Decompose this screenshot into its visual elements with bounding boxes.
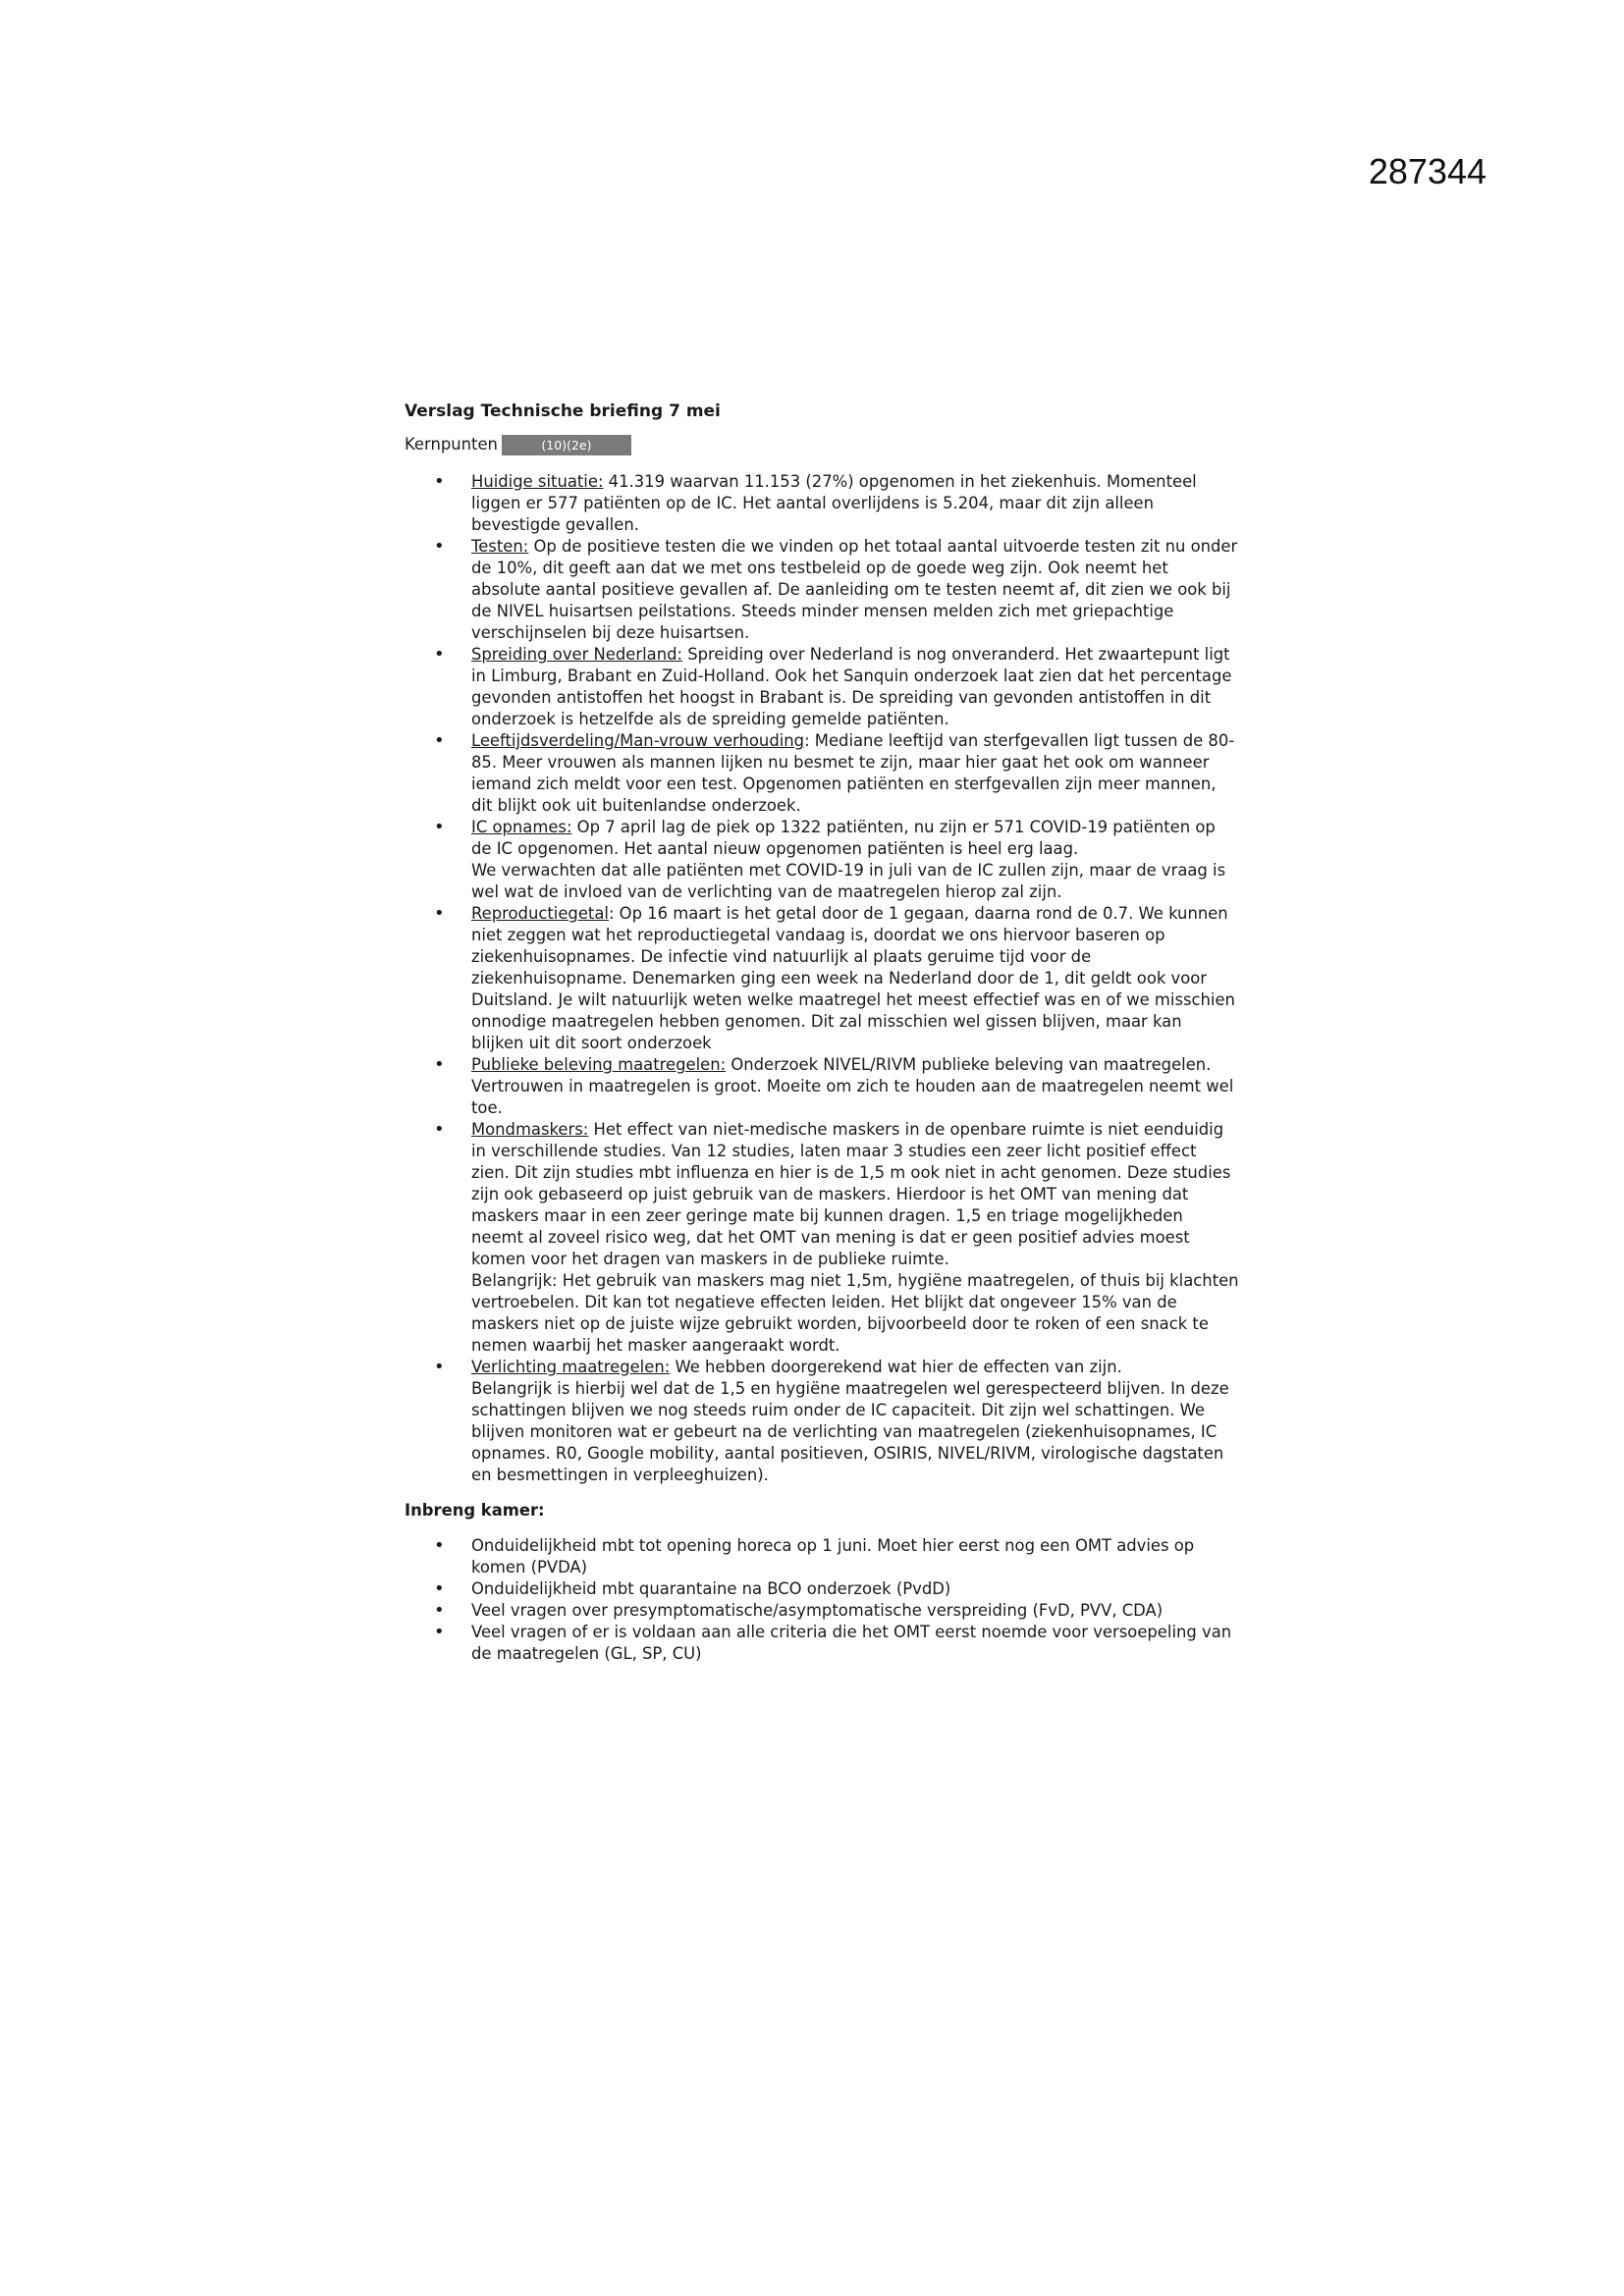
item-text: : Op 16 maart is het getal door de 1 gegaan, daarna rond de 0.7. We kunnen niet zeggen wat het reproductiegetal vandaag is, doordat we ons hiervoor baseren op ziekenhuisopnames. De infectie vind natuurlijk al plaats geruime tijd voor de ziekenhuisopname. Denemarken ging een week na Nederland door de 1, dit geldt ook voor Duitsland. Je wilt natuurlijk weten welke maatregel het meest effectief was en of we misschien onnodige maatregelen hebben genomen. Dit zal misschien wel gissen blijven, maar kan blijken uit dit soort onderzoek [471, 904, 1235, 1052]
list-item-leeftijdsverdeling [471, 730, 1239, 817]
inbreng-list [405, 1535, 1239, 1665]
list-item-publieke-beleving [471, 1054, 1239, 1119]
kernpunten-list [405, 471, 1239, 1486]
item-extra: We verwachten dat alle patiënten met COVID-19 in juli van de IC zullen zijn, maar de vraag is wel wat de invloed van de verlichting van de maatregelen hierop zal zijn. [471, 861, 1226, 901]
item-label: IC opnames: [471, 818, 572, 836]
item-label: Reproductiegetal [471, 904, 609, 923]
list-item: • Veel vragen of er is voldaan aan alle criteria die het OMT eerst noemde voor versoepeling van de maatregelen (GL, SP, CU) [471, 1622, 1239, 1665]
item-label: Mondmaskers: [471, 1120, 589, 1139]
item-label: Publieke beleving maatregelen: [471, 1055, 727, 1074]
item-text: Het effect van niet-medische maskers in de openbare ruimte is niet eenduidig in verschillende studies. Van 12 studies, laten maar 3 studies een zeer licht positief effect zien. Dit zijn studies mbt influenza en hier is de 1,5 m ook niet in acht genomen. Deze studies zijn ook gebaseerd op juist gebruik van de maskers. Hierdoor is het OMT van mening dat maskers maar in een zeer geringe mate bij kunnen dragen. 1,5 en triage mogelijkheden neemt al zoveel risico weg, dat het OMT van mening is dat er geen positief advies moest komen voor het dragen van maskers in de publieke ruimte. [471, 1120, 1231, 1268]
document-number: 287344 [1368, 151, 1487, 191]
redaction-block: (10)(2e) [502, 435, 631, 455]
item-label: Verlichting maatregelen: [471, 1358, 671, 1376]
list-item-huidige-situatie [471, 471, 1239, 536]
document-body [405, 400, 1239, 1665]
item-extra: Belangrijk: Het gebruik van maskers mag niet 1,5m, hygiëne maatregelen, of thuis bij klachten vertroebelen. Dit kan tot negatieve effecten leiden. Het blijkt dat ongeveer 15% van de maskers niet op de juiste wijze gebruikt worden, bijvoorbeeld door te roken of een snack te nemen waarbij het masker aangeraakt wordt. [471, 1271, 1239, 1355]
list-item-testen [471, 536, 1239, 644]
document-title: Verslag Technische briefing 7 mei [405, 401, 721, 421]
item-text: : Mediane leeftijd van sterfgevallen ligt tussen de 80-85. Meer vrouwen als mannen lijken nu besmet te zijn, maar hier gaat het ook om wanneer iemand zich meldt voor een test. Opgenomen patiënten en sterfgevallen zijn meer mannen, dit blijkt ook uit buitenlandse onderzoek. [471, 731, 1235, 815]
kernpunten-label: Kernpunten [405, 435, 498, 454]
item-label: Spreiding over Nederland: [471, 645, 683, 664]
item-text: Op de positieve testen die we vinden op het totaal aantal uitvoerde testen zit nu onder de 10%, dit geeft aan dat we met ons testbeleid op de goede weg zijn. Ook neemt het absolute aantal positieve gevallen af. De aanleiding om te testen neemt af, dit zien we ook bij de NIVEL huisartsen peilstations. Steeds minder mensen melden zich met griepachtige verschijnselen bij deze huisartsen. [471, 537, 1238, 642]
inbreng-heading: Inbreng kamer: [405, 1501, 545, 1520]
list-item-mondmaskers [471, 1119, 1239, 1357]
item-extra: Belangrijk is hierbij wel dat de 1,5 en hygiëne maatregelen wel gerespecteerd blijven. In deze schattingen blijven we nog steeds ruim onder de IC capaciteit. Dit zijn wel schattingen. We blijven monitoren wat er gebeurt na de verlichting van maatregelen (ziekenhuisopnames, IC opnames. R0, Google mobility, aantal positieven, OSIRIS, NIVEL/RIVM, virologische dagstaten en besmettingen in verpleeghuizen). [471, 1379, 1229, 1484]
item-text: 41.319 waarvan 11.153 (27%) opgenomen in het ziekenhuis. Momenteel liggen er 577 patiënten op de IC. Het aantal overlijdens is 5.204, maar dit zijn alleen bevestigde gevallen. [471, 472, 1197, 534]
list-item-reproductiegetal [471, 903, 1239, 1054]
list-item-verlichting [471, 1357, 1239, 1486]
list-item: • Onduidelijkheid mbt quarantaine na BCO onderzoek (PvdD) [471, 1578, 1239, 1600]
list-item-spreiding [471, 644, 1239, 730]
list-item: • Veel vragen over presymptomatische/asymptomatische verspreiding (FvD, PVV, CDA) [471, 1600, 1239, 1622]
item-text: We hebben doorgerekend wat hier de effecten van zijn. [670, 1358, 1122, 1376]
list-item: • Onduidelijkheid mbt tot opening horeca op 1 juni. Moet hier eerst nog een OMT advies op komen (PVDA) [471, 1535, 1239, 1578]
item-text: Op 7 april lag de piek op 1322 patiënten, nu zijn er 571 COVID-19 patiënten op de IC opgenomen. Het aantal nieuw opgenomen patiënten is heel erg laag. [471, 818, 1216, 858]
item-label: Testen: [471, 537, 529, 556]
item-label: Huidige situatie: [471, 472, 604, 491]
kernpunten-row [405, 434, 1239, 455]
item-label: Leeftijdsverdeling/Man-vrouw verhouding [471, 731, 805, 750]
list-item-ic-opnames [471, 817, 1239, 903]
item-text: Spreiding over Nederland is nog onveranderd. Het zwaartepunt ligt in Limburg, Brabant en Zuid-Holland. Ook het Sanquin onderzoek laat zien dat het percentage gevonden antistoffen het hoogst in Brabant is. De spreiding van gevonden antistoffen in dit onderzoek is hetzelfde als de spreiding gemelde patiënten. [471, 645, 1232, 728]
item-text: Onderzoek NIVEL/RIVM publieke beleving van maatregelen. Vertrouwen in maatregelen is groot. Moeite om zich te houden aan de maatregelen neemt wel toe. [471, 1055, 1234, 1117]
